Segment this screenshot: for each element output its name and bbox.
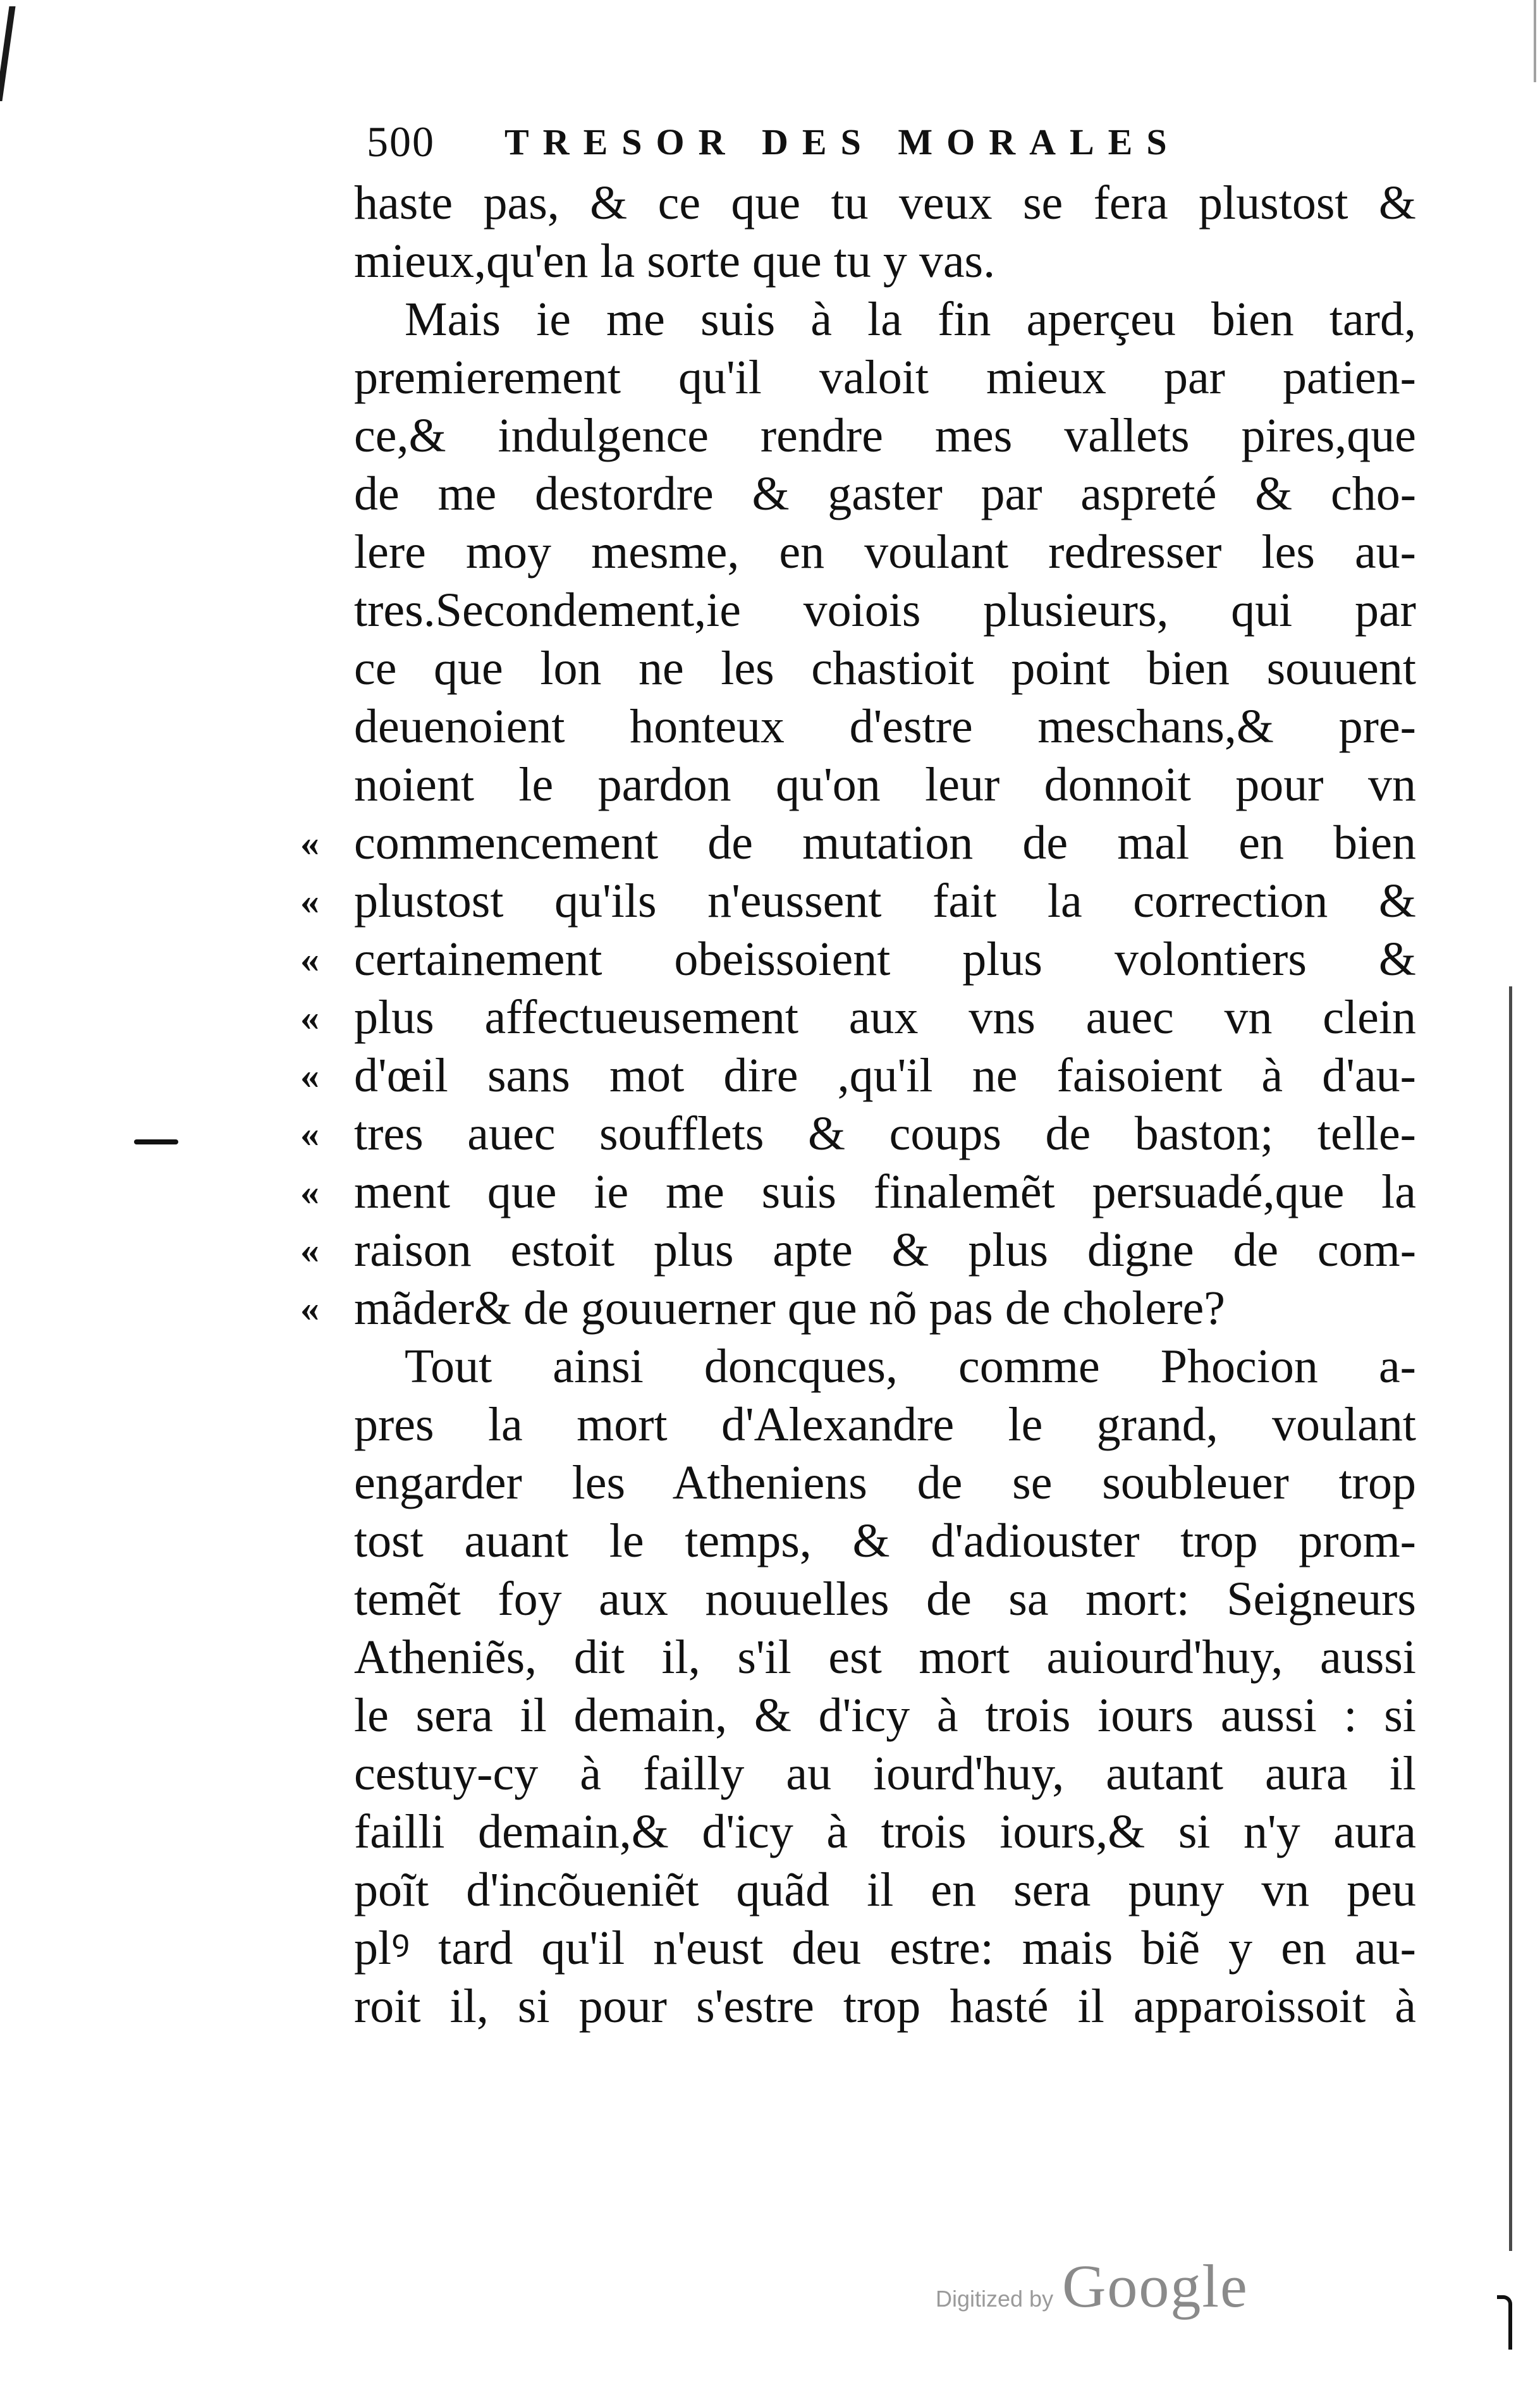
marginal-quote-mark: « — [300, 1055, 319, 1096]
text-line — [354, 348, 1416, 407]
line-text: haste pas, & ce que tu veux se fera plustost & — [354, 176, 1416, 230]
text-line — [354, 174, 1416, 232]
text-line — [354, 232, 1416, 290]
text-line — [354, 523, 1416, 581]
line-text: engarder les Atheniens de se soubleuer trop — [354, 1456, 1416, 1509]
line-text: le sera il demain, & d'icy à trois iours aussi : si — [354, 1689, 1416, 1742]
line-text: mãder& de gouuerner que nõ pas de cholere? — [354, 1282, 1225, 1335]
line-text: certainement obeissoient plus volontiers & — [354, 933, 1416, 986]
text-line — [354, 1512, 1416, 1570]
line-text: de me destordre & gaster par aspreté & cho- — [354, 467, 1416, 520]
line-text: noient le pardon qu'on leur donnoit pour vn — [354, 758, 1416, 811]
text-line — [354, 1570, 1416, 1628]
text-line — [354, 1454, 1416, 1512]
google-logo: Google — [1062, 2252, 1249, 2320]
line-text: temẽt foy aux nouuelles de sa mort: Seigneurs — [354, 1573, 1416, 1626]
line-text: lere moy mesme, en voulant redresser les au- — [354, 525, 1416, 579]
page-number: 500 — [367, 117, 435, 166]
scan-edge-mark — [0, 6, 16, 101]
line-text: tres.Secondement,ie voiois plusieurs, qui par — [354, 584, 1416, 637]
text-line — [300, 872, 1416, 930]
line-text: roit il, si pour s'estre trop hasté il apparoissoit à — [354, 1980, 1416, 2033]
text-line — [300, 1221, 1416, 1279]
line-text: Mais ie me suis à la fin aperçeu bien tard, — [405, 293, 1416, 346]
line-text: mieux,qu'en la sorte que tu y vas. — [354, 235, 996, 288]
running-title: TRESOR DES MORALES — [504, 121, 1181, 162]
marginal-quote-mark: « — [300, 1229, 319, 1271]
text-line — [354, 756, 1416, 814]
line-text: plꝰ tard qu'il n'eust deu estre: mais biẽ y en au- — [354, 1922, 1416, 1975]
marginal-quote-mark: « — [300, 996, 319, 1038]
marginal-quote-mark: « — [300, 1113, 319, 1155]
marginal-quote-mark: « — [300, 1287, 319, 1329]
text-line — [354, 1977, 1416, 2035]
text-line — [354, 639, 1416, 697]
line-text: ment que ie me suis finalemẽt persuadé,que la — [354, 1165, 1416, 1218]
text-line — [300, 1105, 1416, 1163]
line-text: ce,& indulgence rendre mes vallets pires,que — [354, 409, 1416, 462]
text-line — [300, 1046, 1416, 1105]
running-head — [367, 113, 1239, 171]
text-line — [354, 1803, 1416, 1861]
line-text: cestuy-cy à failly au iourd'huy, autant aura il — [354, 1747, 1416, 1800]
digitization-watermark — [936, 2251, 1249, 2321]
line-text: premierement qu'il valoit mieux par patien- — [354, 351, 1416, 404]
text-line — [354, 697, 1416, 756]
marginal-quote-mark: « — [300, 938, 319, 980]
marginal-quote-mark: « — [300, 880, 319, 922]
line-text: plustost qu'ils n'eussent fait la correction & — [354, 874, 1416, 928]
text-line — [300, 988, 1416, 1046]
margin-dash-mark — [134, 1139, 178, 1144]
text-line — [354, 1686, 1416, 1744]
line-text: tost auant le temps, & d'adiouster trop prom- — [354, 1514, 1416, 1567]
line-text: commencement de mutation de mal en bien — [354, 816, 1416, 869]
text-line — [354, 1861, 1416, 1919]
text-line — [300, 1163, 1416, 1221]
text-line — [300, 930, 1416, 988]
line-text: d'œil sans mot dire ,qu'il ne faisoient à d'au- — [354, 1049, 1416, 1102]
text-line — [300, 814, 1416, 872]
line-text: deuenoient honteux d'estre meschans,& pre- — [354, 700, 1416, 753]
scan-edge-mark — [1534, 0, 1536, 82]
line-text: Tout ainsi doncques, comme Phocion a- — [405, 1340, 1416, 1393]
text-line — [354, 1744, 1416, 1803]
text-line — [354, 465, 1416, 523]
text-line — [300, 1279, 1416, 1337]
line-text: tres auec soufflets & coups de baston; telle- — [354, 1107, 1416, 1160]
gutter-shadow-line — [1509, 986, 1512, 2251]
digitized-by-label: Digitized by — [936, 2286, 1054, 2312]
body-text — [300, 174, 1416, 2035]
line-text: raison estoit plus apte & plus digne de com- — [354, 1223, 1416, 1277]
text-line — [354, 581, 1416, 639]
text-line — [354, 1628, 1416, 1686]
text-line — [354, 290, 1416, 348]
text-line — [354, 1919, 1416, 1977]
line-text: Atheniẽs, dit il, s'il est mort auiourd'huy, aussi — [354, 1631, 1416, 1684]
line-text: poĩt d'incõueniẽt quãd il en sera puny vn peu — [354, 1863, 1416, 1916]
text-line — [354, 1395, 1416, 1454]
line-text: failli demain,& d'icy à trois iours,& si n'y aura — [354, 1805, 1416, 1858]
marginal-quote-mark: « — [300, 822, 319, 864]
line-text: ce que lon ne les chastioit point bien souuent — [354, 642, 1416, 695]
marginal-quote-mark: « — [300, 1171, 319, 1213]
text-line — [354, 407, 1416, 465]
page-corner-mark — [1497, 2295, 1512, 2350]
text-line — [354, 1337, 1416, 1395]
line-text: plus affectueusement aux vns auec vn clein — [354, 991, 1416, 1044]
line-text: pres la mort d'Alexandre le grand, voulant — [354, 1398, 1416, 1451]
